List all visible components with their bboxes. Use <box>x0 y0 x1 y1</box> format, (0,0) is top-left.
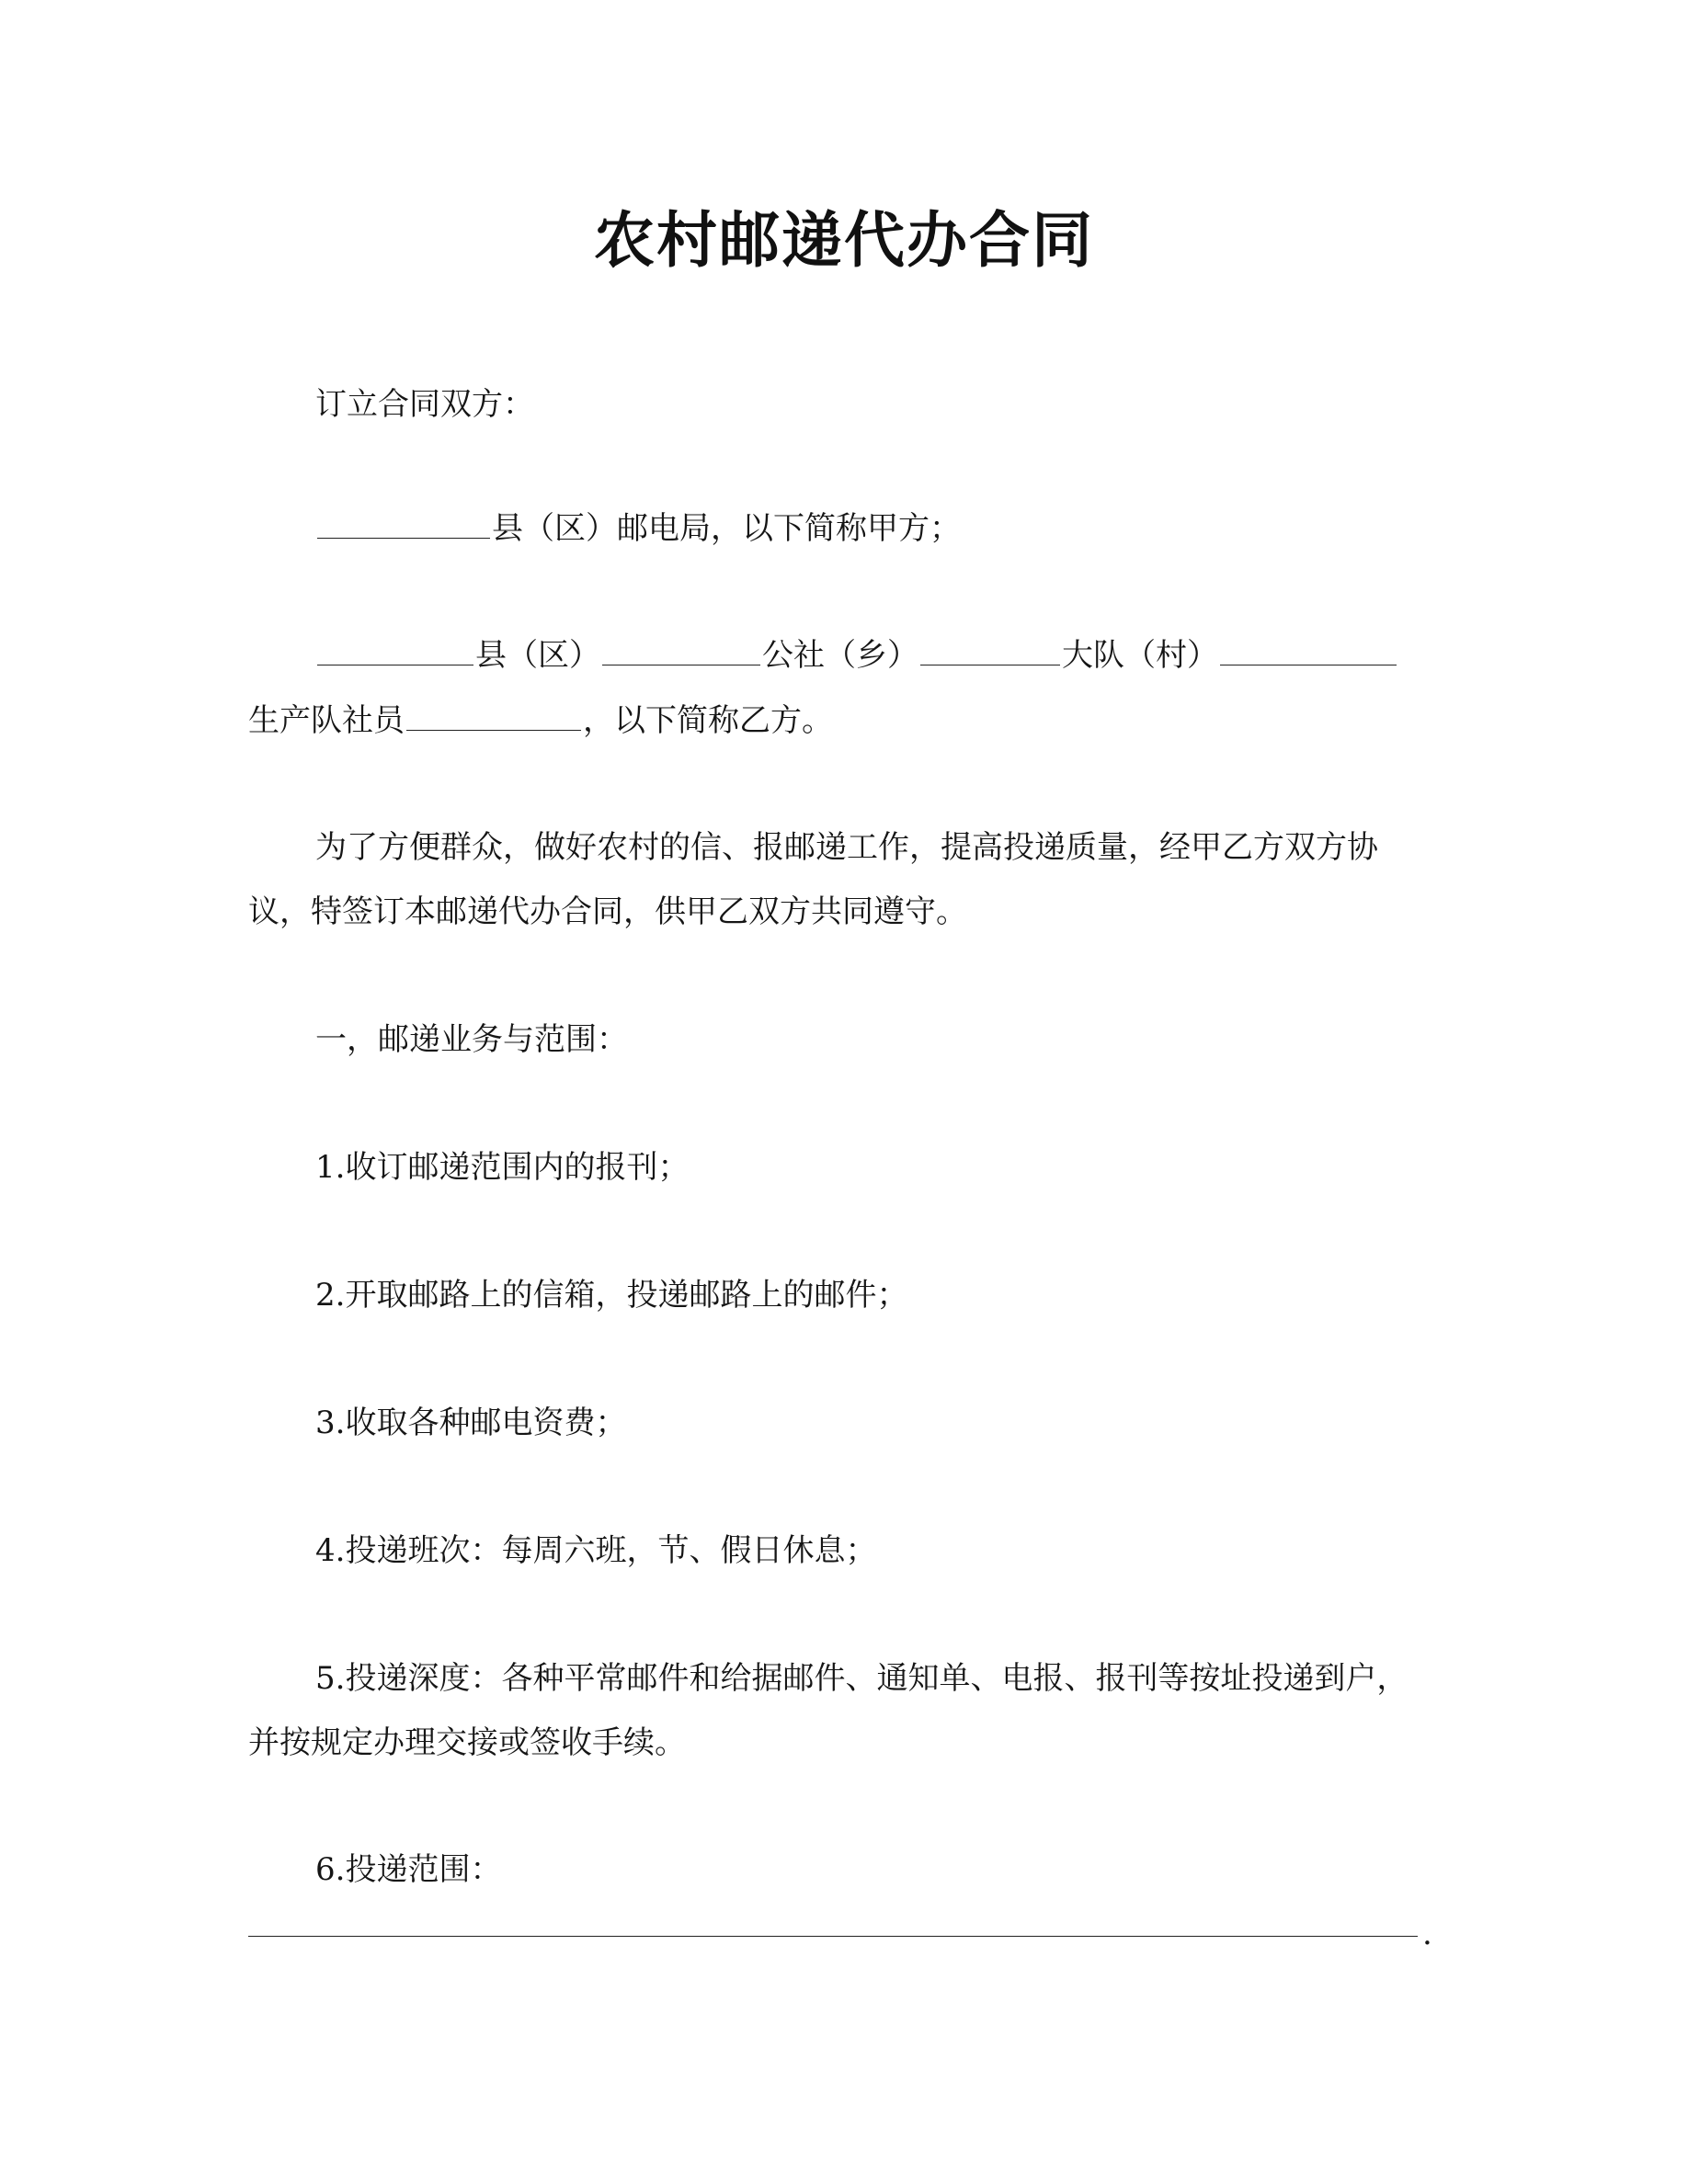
party-b-brigade-label: 大队（村） <box>1062 637 1218 674</box>
party-b-county-blank <box>317 637 473 665</box>
party-b-county-label: 县（区） <box>475 637 600 674</box>
party-b-brigade-blank <box>920 637 1060 665</box>
item-5-line-1: 5.投递深度：各种平常邮件和给据邮件、通知单、电报、报刊等按址投递到户， <box>315 1660 1409 1697</box>
document-title: 农村邮递代办合同 <box>594 205 1094 276</box>
parties-heading: 订立合同双方： <box>315 386 534 423</box>
party-b-text: ，以下简称乙方。 <box>583 702 833 739</box>
party-b-line-1 <box>315 633 1398 677</box>
delivery-range-end-mark: . <box>1422 1916 1432 1952</box>
item-6-label: 6.投递范围： <box>315 1851 502 1888</box>
party-b-team-blank <box>1220 637 1397 665</box>
party-b-member-label: 生产队社员 <box>248 702 405 739</box>
delivery-range-blank <box>248 1936 1418 1937</box>
list-item: 4.投递班次：每周六班，节、假日休息； <box>315 1532 877 1569</box>
list-item: 2.开取邮路上的信箱，投递邮路上的邮件； <box>315 1277 908 1314</box>
list-item: 3.收取各种邮电资费； <box>315 1405 627 1441</box>
item-5-line-2: 并按规定办理交接或签收手续。 <box>248 1724 686 1761</box>
party-a-county-blank <box>317 510 490 539</box>
party-b-line-2 <box>248 699 833 743</box>
party-b-member-blank <box>406 702 581 731</box>
party-a-text: 县（区）邮电局，以下简称甲方； <box>492 510 961 547</box>
section-heading: 一，邮递业务与范围： <box>315 1021 628 1058</box>
intro-line-2: 议，特签订本邮递代办合同，供甲乙双方共同遵守。 <box>248 893 967 930</box>
list-item: 1.收订邮递范围内的报刊； <box>315 1149 690 1186</box>
party-b-commune-blank <box>602 637 760 665</box>
party-a-line <box>315 506 961 551</box>
intro-line-1: 为了方便群众，做好农村的信、报邮递工作，提高投递质量，经甲乙方双方协 <box>315 829 1378 866</box>
party-b-commune-label: 公社（乡） <box>762 637 918 674</box>
